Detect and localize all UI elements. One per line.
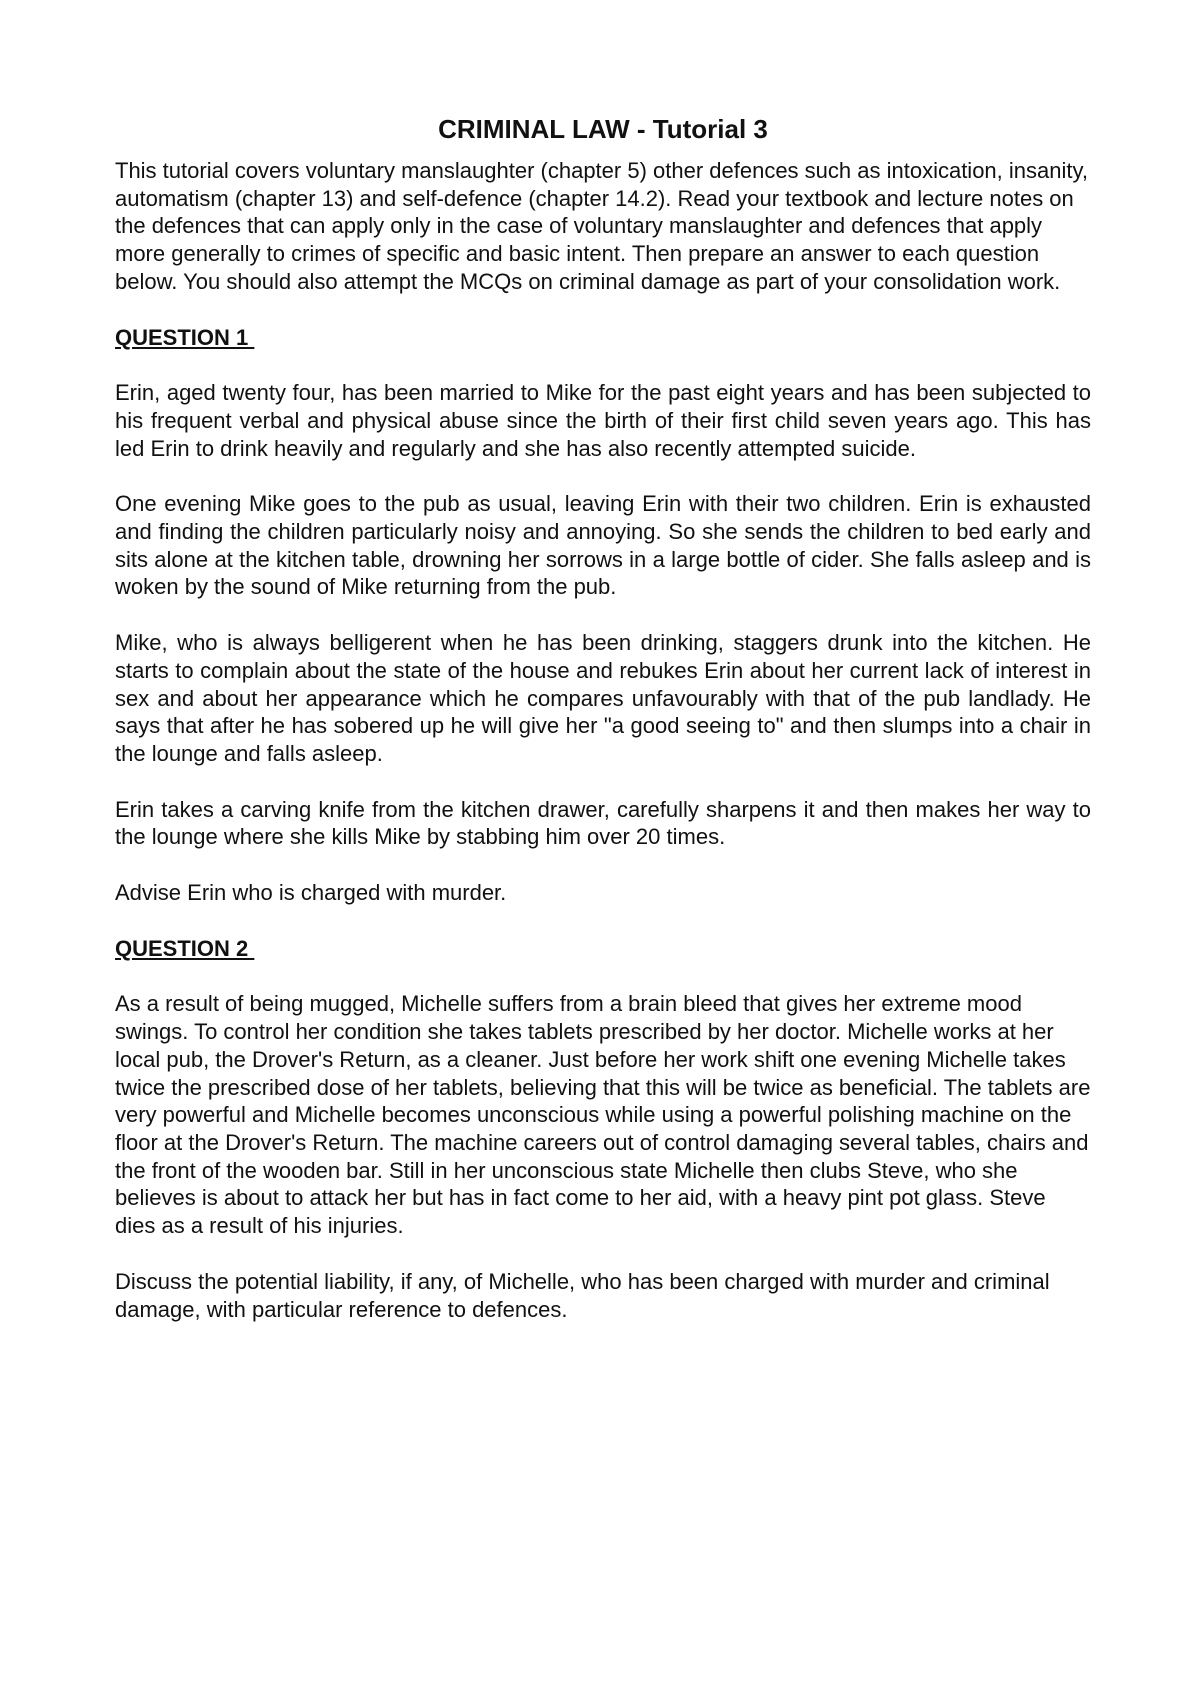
- intro-paragraph: This tutorial covers voluntary manslaughter (chapter 5) other defences such as intoxication, insanity, automatism (chapter 13) and self-defence (chapter 14.2). Read your textbook and lecture notes on the defences that can apply only in the case of voluntary manslaughter and defences that apply more generally to crimes of specific and basic intent. Then prepare an answer to each question below. You should also attempt the MCQs on criminal damage as part of your consolidation work.: [115, 158, 1088, 294]
- question-1-instruction: Advise Erin who is charged with murder.: [115, 880, 507, 906]
- question-2-instruction: Discuss the potential liability, if any, of Michelle, who has been charged with murder and criminal damage, with particular reference to defences.: [115, 1268, 1050, 1322]
- document-title: CRIMINAL LAW - Tutorial 3: [438, 114, 768, 144]
- question-1-paragraph: One evening Mike goes to the pub as usual, leaving Erin with their two children. Erin is exhausted and finding the children particularly noisy and annoying. So she sends the children to bed early and sits alone at the kitchen table, drowning her sorrows in a large bottle of cider. She falls asleep and is woken by the sound of Mike returning from the pub.: [115, 491, 1091, 600]
- question-1-paragraph: Mike, who is always belligerent when he has been drinking, staggers drunk into the kitchen. He starts to complain about the state of the house and rebukes Erin about her current lack of interest in sex and about her appearance which he compares unfavourably with that of the pub landlady. He says that after he has sobered up he will give her "a good seeing to" and then slumps into a chair in the lounge and falls asleep.: [115, 630, 1091, 766]
- question-2-heading: QUESTION 2: [115, 935, 255, 961]
- question-1-heading: QUESTION 1: [115, 324, 255, 350]
- question-1-paragraph: Erin, aged twenty four, has been married to Mike for the past eight years and has been subjected to his frequent verbal and physical abuse since the birth of their first child seven years ago. This has led Erin to drink heavily and regularly and she has also recently attempted suicide.: [115, 380, 1091, 461]
- document-page: [115, 112, 1091, 1351]
- question-1-paragraph: Erin takes a carving knife from the kitchen drawer, carefully sharpens it and then makes her way to the lounge where she kills Mike by stabbing him over 20 times.: [115, 796, 1091, 850]
- question-2-paragraph: As a result of being mugged, Michelle suffers from a brain bleed that gives her extreme mood swings. To control her condition she takes tablets prescribed by her doctor. Michelle works at her local pub, the Drover's Return, as a cleaner. Just before her work shift one evening Michelle takes twice the prescribed dose of her tablets, believing that this will be twice as beneficial. The tablets are very powerful and Michelle becomes unconscious while using a powerful polishing machine on the floor at the Drover's Return. The machine careers out of control damaging several tables, chairs and the front of the wooden bar. Still in her unconscious state Michelle then clubs Steve, who she believes is about to attack her but has in fact come to her aid, with a heavy pint pot glass. Steve dies as a result of his injuries.: [115, 991, 1091, 1239]
